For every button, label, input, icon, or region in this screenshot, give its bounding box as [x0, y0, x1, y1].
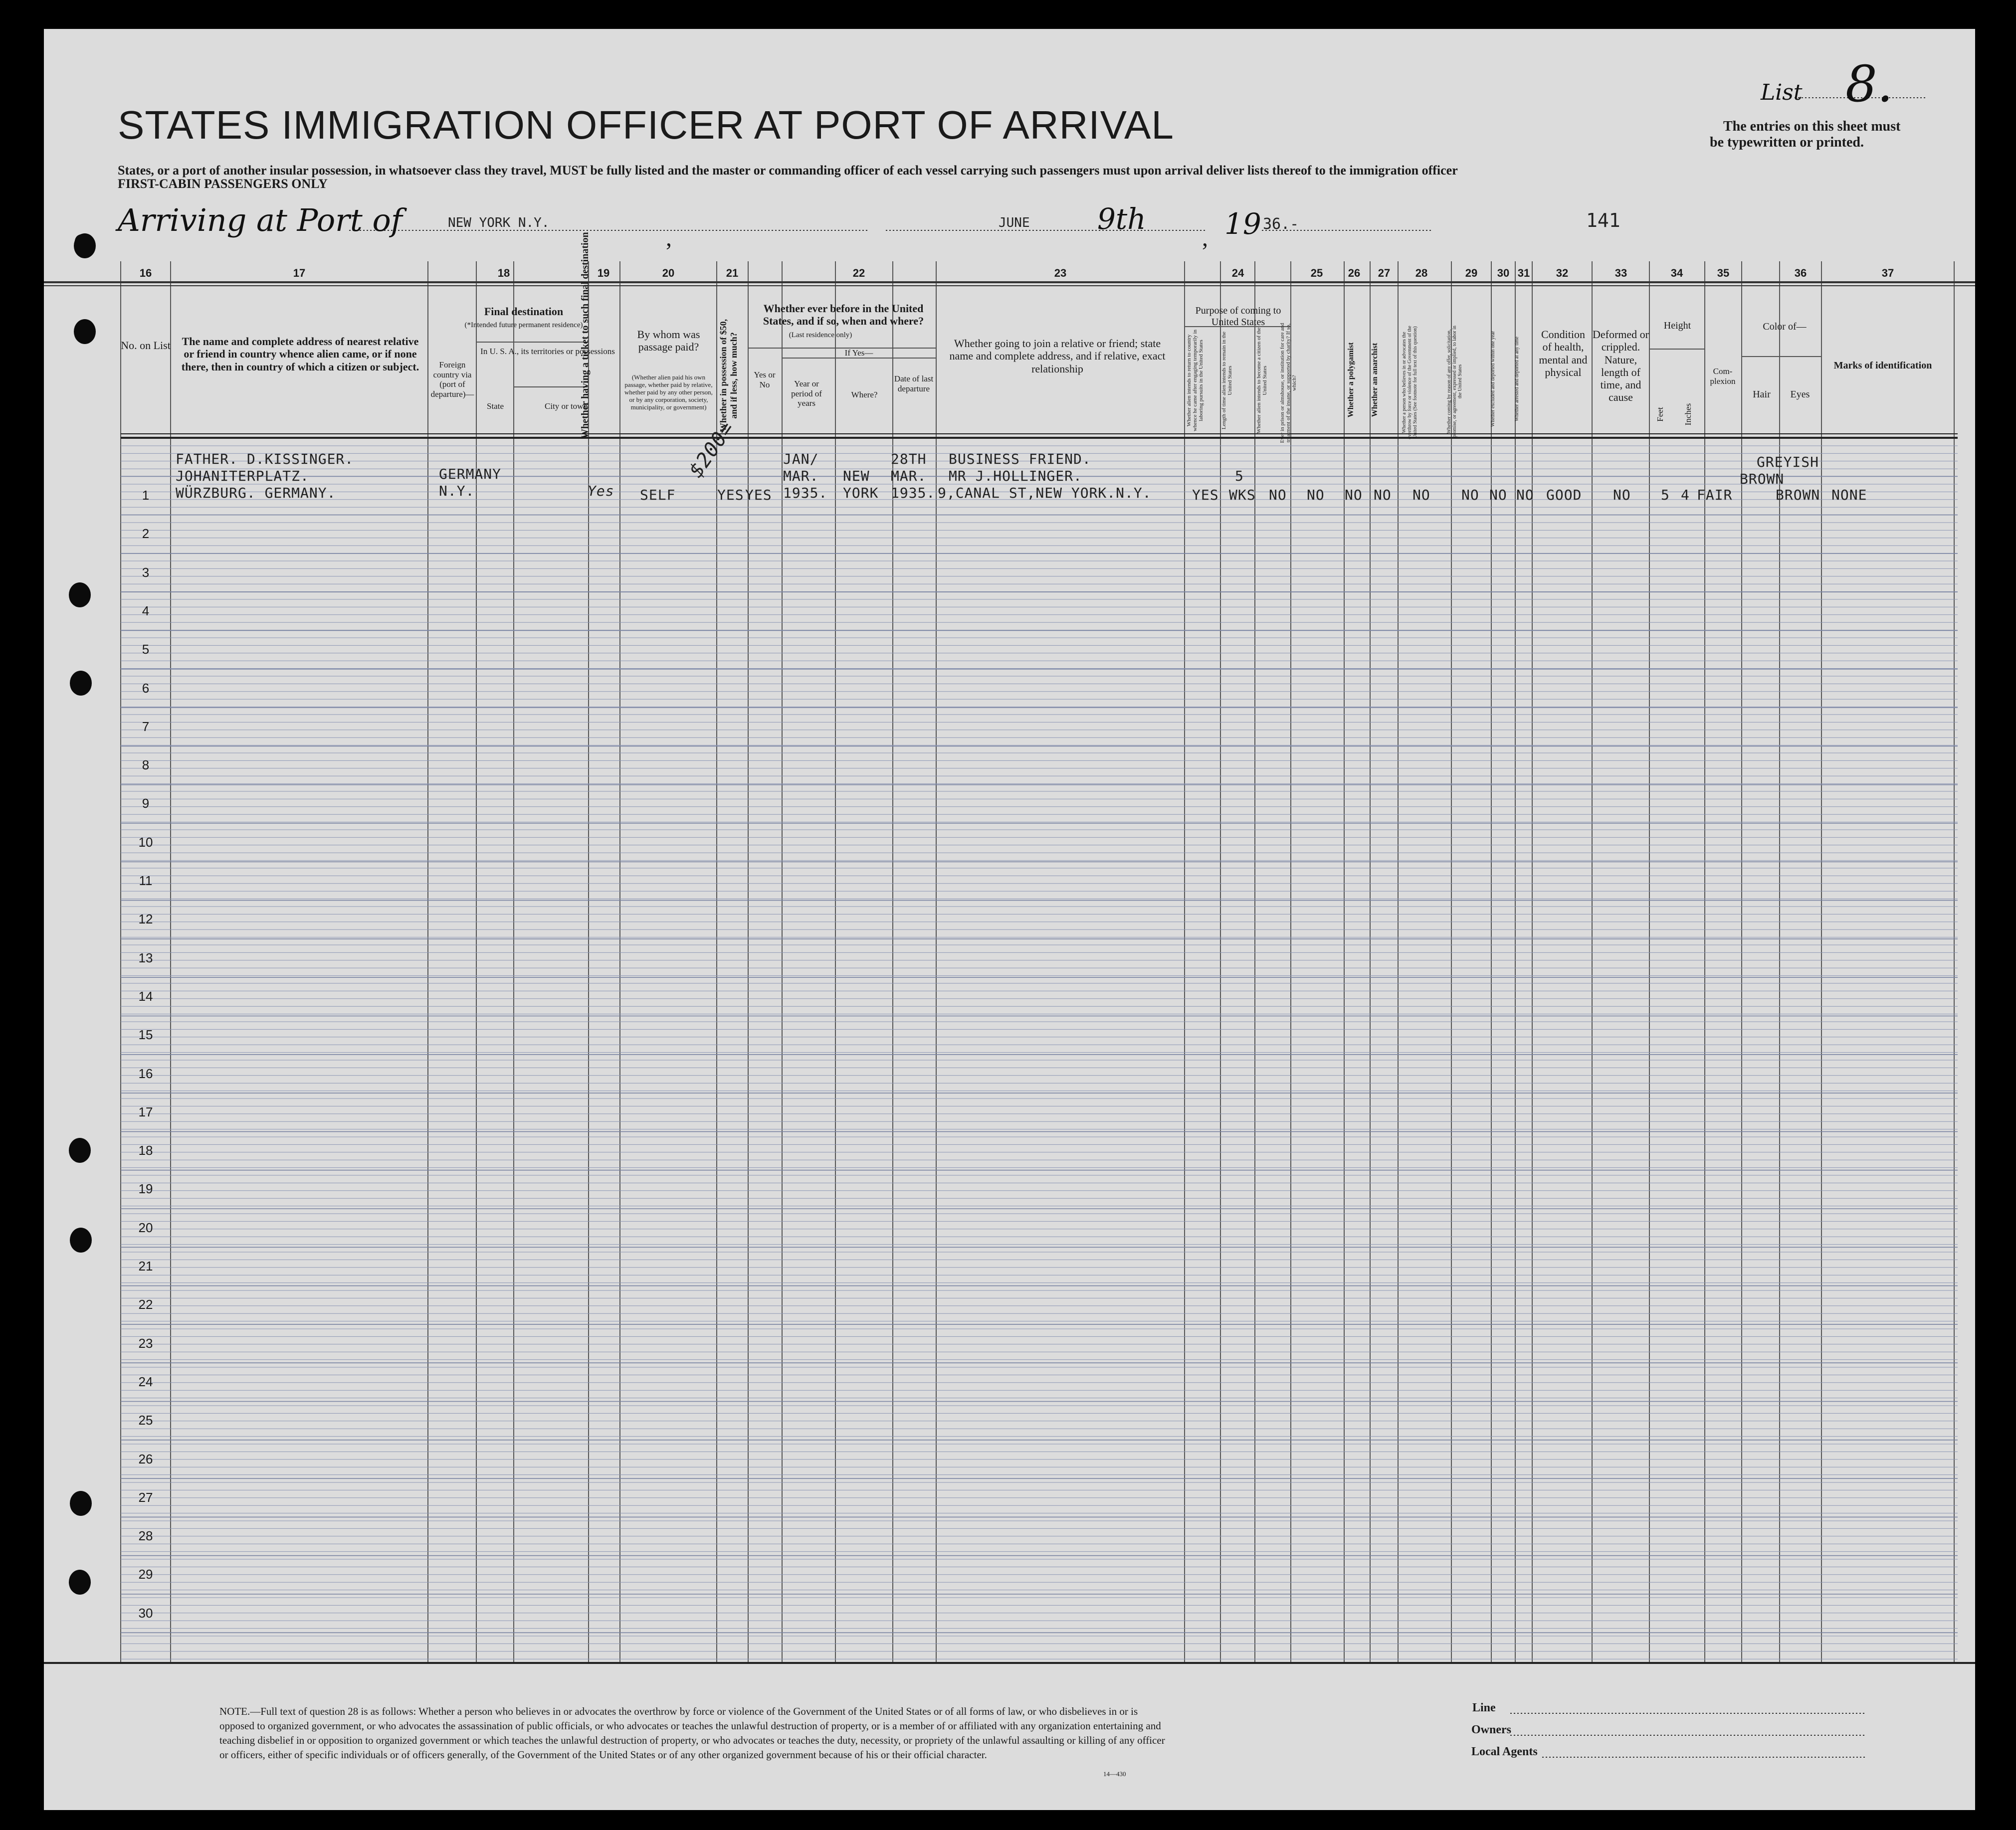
relative-line-1: FATHER. D.KISSINGER.	[176, 451, 354, 467]
row-number: 14	[138, 988, 153, 1004]
row-number: 24	[138, 1374, 153, 1389]
foreign-country: GERMANY	[439, 466, 502, 482]
local-agents-label: Local Agents	[1471, 1745, 1538, 1758]
column-number: 29	[1465, 267, 1478, 279]
row-number: 20	[138, 1220, 153, 1235]
row-number: 27	[138, 1489, 153, 1505]
column-number: 21	[726, 267, 739, 279]
row-number: 6	[142, 680, 150, 696]
citizen-value: NO	[1269, 487, 1287, 503]
purpose-return-value: YES	[1192, 487, 1219, 503]
hair-line-2: BROWN	[1740, 471, 1785, 487]
labor-value: NO	[1461, 487, 1479, 503]
excluded-value: NO	[1489, 487, 1507, 503]
header-purpose: Purpose of coming to United States	[1195, 305, 1281, 328]
length-unit: WKS	[1229, 487, 1256, 503]
header-polygamist: Whether a polygamist	[1347, 342, 1355, 418]
header-ticket: Whether having a ticket to such final destination	[580, 232, 591, 439]
row-number: 25	[138, 1413, 153, 1428]
instructions: States, or a port of another insular possession, in whatsoever class they travel, MUST be fully listed and the master or commanding officer of each vessel carrying such passengers must upon arrival deliver lists thereof to the immigration officer	[118, 163, 1458, 178]
row-number: 1	[142, 488, 150, 503]
column-number: 31	[1517, 267, 1530, 279]
column-number: 27	[1378, 267, 1391, 279]
row-number: 26	[138, 1451, 153, 1466]
day-value: 9th	[1097, 202, 1146, 236]
header-before-in-us: Whether ever before in the United States, and if so, when and where?	[763, 302, 924, 328]
cabin-class: FIRST-CABIN PASSENGERS ONLY	[118, 177, 328, 191]
where-line-1: NEW	[843, 468, 870, 484]
row-number: 2	[142, 526, 150, 542]
eyes-value: BROWN	[1776, 487, 1820, 503]
header-money: Whether in possession of $50, and if less, how much?	[718, 319, 739, 432]
header-eyes: Eyes	[1790, 389, 1810, 400]
header-anarchist: Whether an anarchist	[1371, 343, 1379, 417]
form-code: 14—430	[1103, 1770, 1126, 1778]
departure-line-3: 1935.	[891, 485, 936, 501]
row-number: 22	[138, 1297, 153, 1312]
header-passage-paid: By whom was passage paid?	[637, 328, 700, 354]
prison-value: NO	[1307, 487, 1325, 503]
column-number: 23	[1054, 267, 1067, 279]
column-number: 25	[1310, 267, 1323, 279]
header-final-destination-sub: (*Intended future permanent residence)	[464, 321, 583, 329]
join-line-1: BUSINESS FRIEND.	[949, 451, 1091, 467]
relative-line-3: WÜRZBURG. GERMANY.	[176, 485, 336, 501]
row-number: 8	[142, 757, 150, 773]
header-date-departure: Date of last departure	[894, 374, 934, 393]
departure-line-2: MAR.	[891, 468, 927, 484]
header-foreign-country: Foreign country via (port of departure)—	[430, 360, 474, 399]
row-number: 15	[138, 1027, 153, 1043]
row-number: 12	[138, 912, 153, 927]
header-final-destination: Final destination	[484, 305, 564, 318]
header-year: Year or period of years	[791, 379, 822, 408]
page-title: STATES IMMIGRATION OFFICER AT PORT OF ARRIVAL	[118, 103, 1174, 147]
health-value: GOOD	[1546, 487, 1582, 503]
relative-line-2: JOHANITERPLATZ.	[176, 468, 309, 484]
header-in-usa: In U. S. A., its territories or possessions	[480, 347, 615, 356]
column-number: 24	[1231, 267, 1244, 279]
column-number: 26	[1348, 267, 1361, 279]
footnote-question-28: NOTE.—Full text of question 28 is as follows: Whether a person who believes in or advocates the overthrow by force or violence of the Government of the United States or of all forms of law, or who disbelieves in or is opposed to organized government, or who advocates the assassination of public officials, or who advocates or teaches the unlawful destruction of property, or is a member of or affiliated with any organization entertaining and teaching disbelief in or opposition to organized government or which teaches the unlawful destruction of property, or who advocates or teaches the duty, necessity, or propriety of the unlawful assaulting or killing of any officer or officers, either of specific individuals or of officers generally, of the Government of the United States or of any other organized government because of his or their official character.	[219, 1705, 1165, 1761]
overthrow-value: NO	[1412, 487, 1430, 503]
passage-paid-value: SELF	[640, 487, 676, 503]
header-where: Where?	[851, 390, 878, 399]
column-number: 32	[1556, 267, 1569, 279]
row-number: 28	[138, 1528, 153, 1544]
arrested-value: NO	[1516, 487, 1534, 503]
header-complexion: Com-plexion	[1710, 366, 1736, 386]
column-number: 37	[1881, 267, 1894, 279]
row-number: 10	[138, 834, 153, 850]
header-join-relative: Whether going to join a relative or friend; state name and complete address, and if relative, exact relationship	[949, 337, 1166, 375]
arriving-label: Arriving at Port of	[118, 202, 403, 238]
row-number: 29	[138, 1567, 153, 1582]
column-number: 34	[1670, 267, 1683, 279]
header-passage-paid-note: (Whether alien paid his own passage, whether paid by relative, whether paid by any other person, or by any corporation, society, municipality, or government)	[624, 373, 713, 411]
inches-value: 4	[1681, 487, 1690, 503]
row-number: 7	[142, 719, 150, 734]
length-value: 5	[1235, 468, 1244, 484]
header-if-yes: If Yes—	[844, 348, 873, 358]
port-value: NEW YORK N.Y.	[448, 215, 550, 230]
list-label: List	[1761, 80, 1803, 105]
year-suffix: 36.-	[1263, 215, 1299, 233]
column-number: 33	[1614, 267, 1627, 279]
header-labor-offer: Whether coming by reason of any offer, solicitation, promise, or agreement, expressed or implied, to labor in the United States	[1446, 325, 1463, 438]
line-label: Line	[1472, 1701, 1496, 1714]
feet-value: 5	[1661, 487, 1670, 503]
column-number: 20	[662, 267, 675, 279]
header-last-residence: (Last residence only)	[789, 331, 852, 339]
header-inches: Inches	[1683, 403, 1693, 426]
row-number: 13	[138, 950, 153, 965]
header-prison: Ever in prison or almshouse, or institution for care and treatment of the insane, or supported by charity? If so, which?	[1279, 323, 1297, 443]
column-number: 28	[1415, 267, 1428, 279]
header-health: Condition of health, mental and physical	[1539, 328, 1588, 378]
row-number: 30	[138, 1605, 153, 1621]
row-number: 17	[138, 1104, 153, 1119]
header-nearest-relative: The name and complete address of nearest relative or friend in country whence alien came, or if none there, then in country of which a citizen or subject.	[181, 335, 419, 373]
row-number: 19	[138, 1181, 153, 1197]
month-value: JUNE	[999, 215, 1030, 230]
column-number: 30	[1497, 267, 1510, 279]
deformed-value: NO	[1613, 487, 1631, 503]
header-state: State	[487, 401, 504, 411]
header-purpose-return: Whether alien intends to return to country whence he came after engaging temporarily in laboring pursuits in the United States	[1186, 330, 1204, 432]
row-number: 9	[142, 796, 150, 811]
sheet-code: 141	[1586, 209, 1620, 231]
header-deformed: Deformed or crippled. Nature, length of time, and cause	[1592, 328, 1649, 404]
column-number: 16	[139, 267, 152, 279]
header-arrested: Whether arrested and deported at any time	[1514, 337, 1520, 421]
row-number: 23	[138, 1335, 153, 1351]
where-line-2: YORK	[843, 485, 879, 501]
departure-line-1: 28TH	[891, 451, 927, 467]
header-city: City or town	[545, 401, 588, 411]
marks-value: NONE	[1831, 487, 1867, 503]
header-hair: Hair	[1753, 389, 1771, 400]
row-number: 21	[138, 1259, 153, 1274]
header-intend-citizen: Whether alien intends to become a citizen of the United States	[1256, 327, 1268, 434]
row-number: 18	[138, 1143, 153, 1158]
column-number: 17	[293, 267, 306, 279]
row-number: 5	[142, 642, 150, 657]
money-value: $200=	[684, 417, 739, 482]
column-number: 35	[1717, 267, 1730, 279]
destination-state: N.Y.	[439, 483, 475, 499]
column-number: 36	[1794, 267, 1807, 279]
row-number: 4	[142, 603, 150, 618]
column-number: 18	[497, 267, 510, 279]
hair-line-1: GREYISH	[1757, 454, 1819, 470]
header-overthrow: Whether a person who believes in or advocates the overthrow by force or violence of the Government of the United States (See footnote for full text of this question)	[1402, 326, 1418, 439]
owners-label: Owners	[1471, 1723, 1511, 1736]
header-yes-or-no: Yes or No	[754, 370, 776, 389]
list-number: 8.	[1845, 55, 1893, 113]
row-number: 3	[142, 564, 150, 580]
header-excluded: Whether excluded and deported within one year	[1490, 331, 1496, 427]
anarchist-value: NO	[1374, 487, 1392, 503]
complexion-value: FAIR	[1697, 487, 1733, 503]
header-no-on-list: No. on List	[121, 339, 171, 352]
typewritten-note-2: be typewritten or printed.	[1710, 135, 1864, 150]
join-line-3: 9,CANAL ST,NEW YORK.N.Y.	[938, 485, 1152, 501]
year-line-2: MAR.	[783, 468, 819, 484]
page: List 8. STATES IMMIGRATION OFFICER AT PORT OF ARRIVAL The entries on this sheet must be typewritten or printed. States, or a port of another insular possession, in whatsoever class they travel, MUST be fully listed and the master or commanding officer of each vessel carrying such passengers must upon arrival deliver lists thereof to the immigration officer FIRST-CABIN PASSENGERS ONLY Arriving at Port of NEW YORK N.Y. JUNE 9th 19 36.- 141 , , 16 17 18 19 20 21 22 23 24 25 26 27 28 29 30 31 32 33 34 35 36 37 No. on List The name and complete address of nearest relative or friend in country whence alien came, or if none there, then in country of which a citizen or subject. Final destination (*Intended future permanent residence) Foreign country via (port of departure)— In U. S. A., its territories or possessions State City or town Whether having a ticket to such final destination By whom was passage paid? (Whether alien paid his own passage, whether paid by relative, whether paid by any other person, or by any corporation, society, municipality, or government) Whether in possession of $50, and if less, how much? Whether ever before in the United States, and if so, when and where? (Last residence only) If Yes— Yes or No Year or period of years Where? Date of last departure Whether going to join a relative or friend; state name and complete address, and if relative, exact relationship Purpose of coming to United States Whether alien intends to return to country whence he came after engaging temporarily in laboring pursuits in the United States Length of time alien intends to remain in the United States Whether alien intends to become a citizen of the United States Ever in prison or almshouse, or institution for care and treatment of the insane, or supported by charity? If so, which? Whether a polygamist Whether an anarchist Whether a person who believes in or advocates the overthrow by force or violence of the Government of the United States (See footnote for full text of this question) Whether coming by reason of any offer, solicitation, promise, or agreement, expressed or implied, to labor in the United States Whether excluded and deported within one year Whether arrested and deported at any time Condition of health, mental and physical Deformed or crippled. Nature, length of time, and cause Height Feet Inches Com-plexion Color of— Hair Eyes Marks of identification 1 2 3 4 5 6 7 8 9 10 11 12 13 14 15 16 17 18 19 20 21 22 23 24 25 26 27 28 29 30 FATHER. D.KISSINGER. JOHANITERPLATZ. WÜRZBURG. GERMANY. GERMANY N.Y. Yes SELF $200= YES YES JAN/ MAR. 1935. NEW YORK 28TH MAR. 1935. BUSINESS FRIEND. MR J.HOLLINGER. 9,CANAL ST,NEW YORK.N.Y. YES 5 WKS NO NO NO NO NO NO NO NO GOOD NO 5 4 FAIR GREYISH BROWN BROWN NONE NOTE.—Full text of question 28 is as follows: Whether a person who believes in or advocates the overthrow by force or violence of the Government of the United States or of all forms of law, or who disbelieves in or is opposed to organized government, or who advocates the assassination of public officials, or who advocates or teaches the unlawful destruction of property, or is a member of or affiliated with any organization entertaining and teaching disbelief in or opposition to organized government or which teaches the unlawful destruction of property, or who advocates or teaches the duty, necessity, or propriety of the unlawful assaulting or killing of any officer or officers, either of specific individuals or of officers generally, of the Government of the United States or of any other organized government because of his or their official character. 14—430 Line Owners Local Agents	[0, 0, 2016, 1830]
ticket-value: Yes	[588, 483, 614, 499]
year-line-3: 1935.	[783, 485, 828, 501]
year-line-1: JAN/	[783, 451, 819, 467]
header-height: Height	[1663, 320, 1691, 331]
column-number: 19	[597, 267, 610, 279]
money-yes: YES	[717, 487, 744, 503]
header-marks: Marks of identification	[1833, 360, 1932, 371]
row-number: 11	[139, 873, 153, 888]
before-yes: YES	[745, 487, 772, 503]
column-number: 22	[852, 267, 865, 279]
join-line-2: MR J.HOLLINGER.	[949, 468, 1082, 484]
polygamist-value: NO	[1345, 487, 1363, 503]
header-length-of-stay: Length of time alien intends to remain in the United States	[1221, 331, 1233, 430]
row-number: 16	[138, 1066, 153, 1081]
typewritten-note-1: The entries on this sheet must	[1723, 119, 1901, 134]
header-feet: Feet	[1655, 407, 1665, 422]
year-prefix: 19	[1224, 207, 1261, 241]
header-color-of: Color of—	[1763, 321, 1807, 332]
